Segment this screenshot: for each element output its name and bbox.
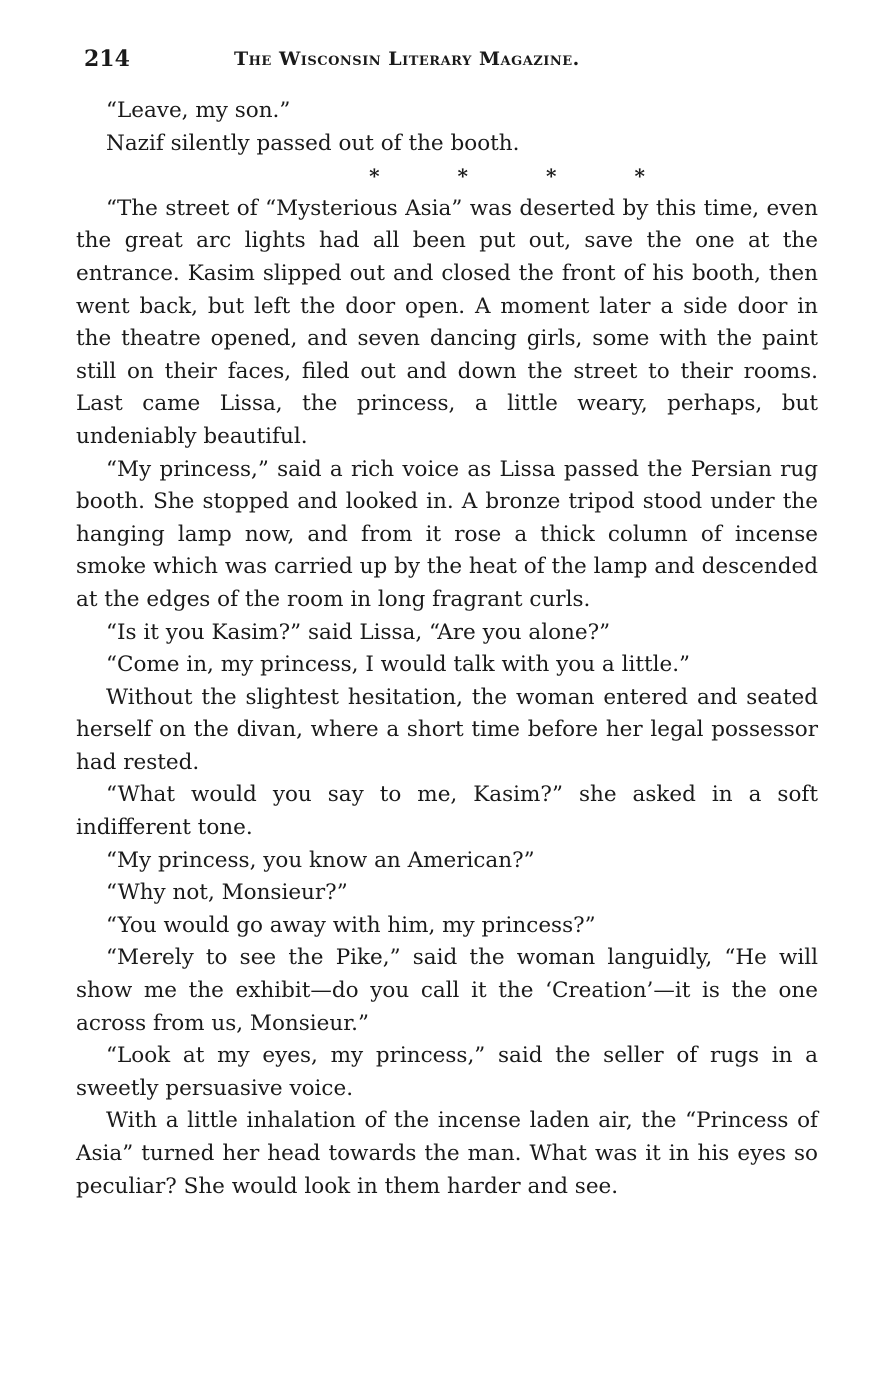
paragraph: “Look at my eyes, my princess,” said the seller of rugs in a sweetly persuasive voice. bbox=[76, 1043, 818, 1101]
paragraph: “Come in, my princess, I would talk with you a little.” bbox=[106, 652, 691, 678]
paragraph: “My princess,” said a rich voice as Lissa passed the Persian rug booth. She stopped and looked in. A bronze tripod stood under the hanging lamp now, and from it rose a thick column of incense smoke which was carried up by the heat of the lamp and descended at the edges of the room in long fragrant curls. bbox=[76, 456, 818, 612]
separator-star: * bbox=[634, 164, 645, 189]
running-title bbox=[234, 48, 580, 70]
paragraph: Nazif silently passed out of the booth. bbox=[106, 130, 520, 156]
paragraph: “The street of “Mysterious Asia” was deserted by this time, even the great arc lights had all been put out, save the one at the entrance. Kasim slipped out and closed the front of his booth, then went back, but left the door open. A moment later a side door in the theatre opened, and seven dancing girls, some with the paint still on their faces, filed out and down the street to their rooms. Last came Lissa, the princess, a little weary, perhaps, but undeniably beautiful. bbox=[76, 195, 818, 449]
separator-star: * bbox=[457, 164, 468, 189]
paragraph: “What would you say to me, Kasim?” she asked in a soft indifferent tone. bbox=[76, 782, 818, 841]
body-text bbox=[76, 95, 818, 1203]
paragraph: Without the slightest hesitation, the woman entered and seated herself on the divan, where a short time before her legal possessor had rested. bbox=[76, 684, 818, 775]
paragraph: “Is it you Kasim?” said Lissa, “Are you alone?” bbox=[106, 619, 611, 645]
paragraph: “Why not, Monsieur?” bbox=[106, 880, 348, 906]
section-separator bbox=[76, 160, 818, 193]
page-number: 214 bbox=[84, 46, 130, 72]
page-header bbox=[84, 46, 824, 76]
paragraph: “My princess, you know an American?” bbox=[106, 847, 535, 873]
paragraph: “You would go away with him, my princess?” bbox=[106, 912, 596, 938]
paragraph: “Merely to see the Pike,” said the woman languidly, “He will show me the exhibit—do you call it the ‘Creation’—it is the one across from us, Monsieur.” bbox=[76, 945, 818, 1036]
separator-star: * bbox=[546, 164, 557, 189]
paragraph: With a little inhalation of the incense laden air, the “Princess of Asia” turned her head towards the man. What was it in his eyes so peculiar? She would look in them harder and see. bbox=[76, 1108, 818, 1199]
running-title-text: The Wisconsin Literary Magazine. bbox=[234, 48, 580, 70]
separator-star: * bbox=[369, 164, 380, 189]
paragraph: “Leave, my son.” bbox=[106, 98, 291, 123]
